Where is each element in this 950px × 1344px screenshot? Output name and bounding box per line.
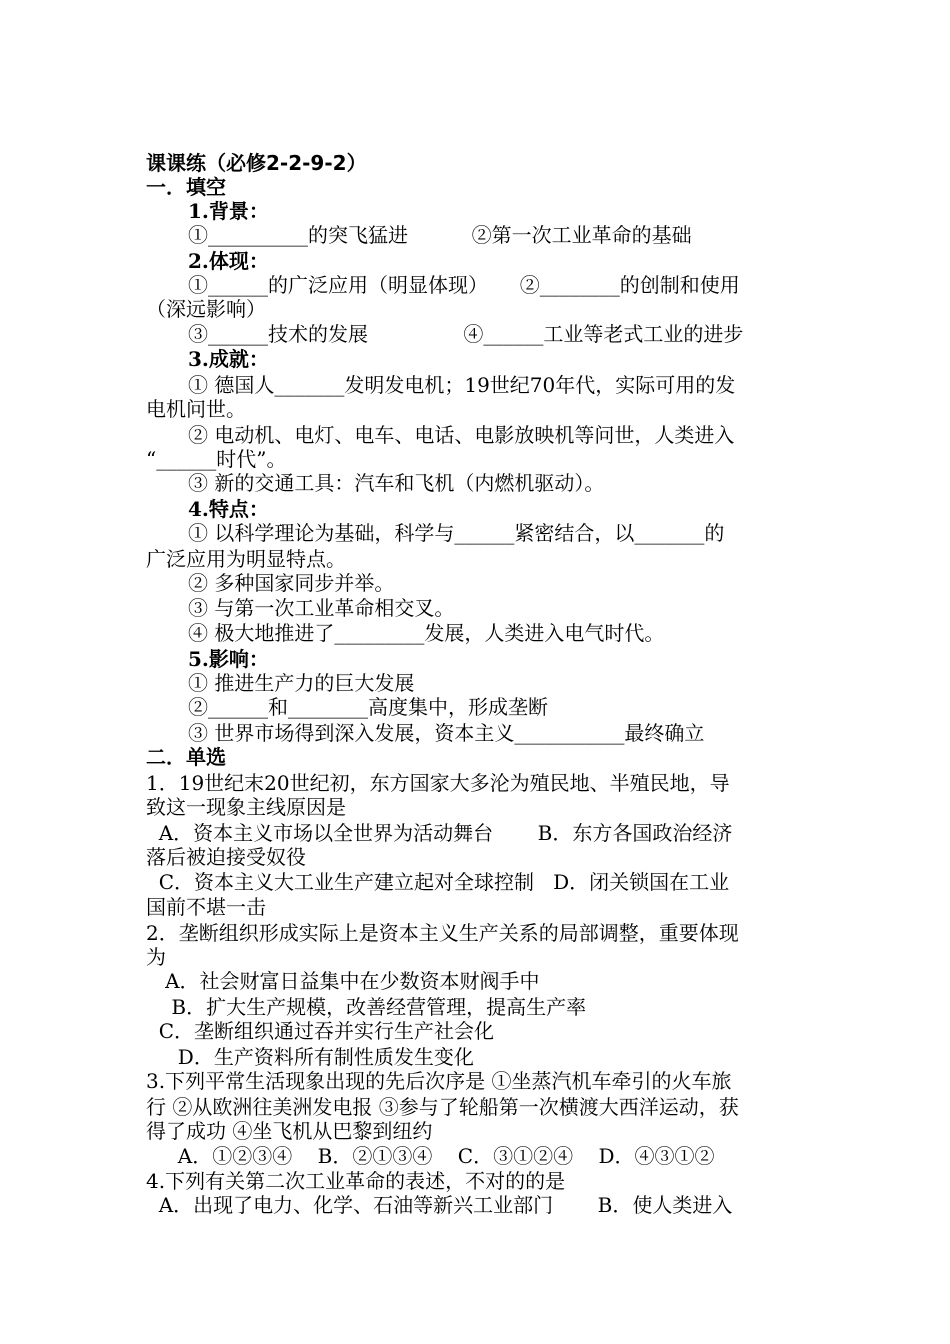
text-line: 电机问世。 [146,397,246,421]
option-line: C．资本主义大工业生产建立起对全球控制 D．闭关锁国在工业 [146,870,730,894]
text-line: ① 推进生产力的巨大发展 [188,671,415,695]
text-line: “______时代”。 [146,447,287,471]
text-line: ②______和________高度集中，形成垄断 [188,695,548,719]
text-line: 致这一现象主线原因是 [146,795,346,819]
text-line: ①__________的突飞猛进 ②第一次工业革命的基础 [188,223,692,247]
subheading-features: 4.特点： [188,497,269,521]
option-line: A．出现了电力、化学、石油等新兴工业部门 B．使人类进入 [146,1193,733,1217]
text-line: ② 多种国家同步并举。 [188,571,395,595]
text-line: 得了成功 ④坐飞机从巴黎到纽约 [146,1119,433,1143]
text-line: 为 [146,945,166,969]
option-d: D．生产资料所有制性质发生变化 [146,1045,474,1069]
text-line: ③ 世界市场得到深入发展，资本主义___________最终确立 [188,721,705,745]
subheading-manifestation: 2.体现： [188,249,269,273]
text-line: （深远影响） [146,297,266,321]
option-line: A．①②③④ B．②①③④ C．③①②④ D．④③①② [146,1144,715,1168]
question-1: 1．19世纪末20世纪初，东方国家大多沦为殖民地、半殖民地，导 [146,771,730,795]
subheading-impact: 5.影响： [188,647,269,671]
text-line: ③ 与第一次工业革命相交叉。 [188,596,455,620]
text-line: 国前不堪一击 [146,895,266,919]
question-4: 4.下列有关第二次工业革命的表述，不对的的是 [146,1169,566,1193]
text-line: 行 ②从欧洲往美洲发电报 ③参与了轮船第一次横渡大西洋运动，获 [146,1095,739,1119]
text-line: 落后被迫接受奴役 [146,845,306,869]
text-line: 广泛应用为明显特点。 [146,547,346,571]
text-line: ③______技术的发展 ④______工业等老式工业的进步 [188,322,744,346]
subheading-background: 1.背景： [188,199,269,223]
text-line: ① 以科学理论为基础，科学与______紧密结合，以_______的 [188,521,725,545]
option-b: B．扩大生产规模，改善经营管理，提高生产率 [146,995,587,1019]
option-a: A．社会财富日益集中在少数资本财阀手中 [146,969,540,993]
question-3: 3.下列平常生活现象出现的先后次序是 ①坐蒸汽机车牵引的火车旅 [146,1069,732,1093]
text-line: ③ 新的交通工具：汽车和飞机（内燃机驱动）。 [188,471,605,495]
option-c: C．垄断组织通过吞并实行生产社会化 [146,1019,495,1043]
option-line: A．资本主义市场以全世界为活动舞台 B．东方各国政治经济 [146,821,733,845]
text-line: ①______的广泛应用（明显体现） ②________的创制和使用 [188,273,740,297]
page-title: 课课练（必修2-2-9-2） [146,151,367,175]
section-heading-single-choice: 二．单选 [146,745,226,769]
text-line: ① 德国人_______发明发电机；19世纪70年代，实际可用的发 [188,373,736,397]
subheading-achievements: 3.成就： [188,347,269,371]
text-line: ② 电动机、电灯、电车、电话、电影放映机等问世，人类进入 [188,423,735,447]
question-2: 2．垄断组织形成实际上是资本主义生产关系的局部调整，重要体现 [146,921,739,945]
section-heading-fill: 一．填空 [146,175,226,199]
text-line: ④ 极大地推进了_________发展，人类进入电气时代。 [188,621,665,645]
